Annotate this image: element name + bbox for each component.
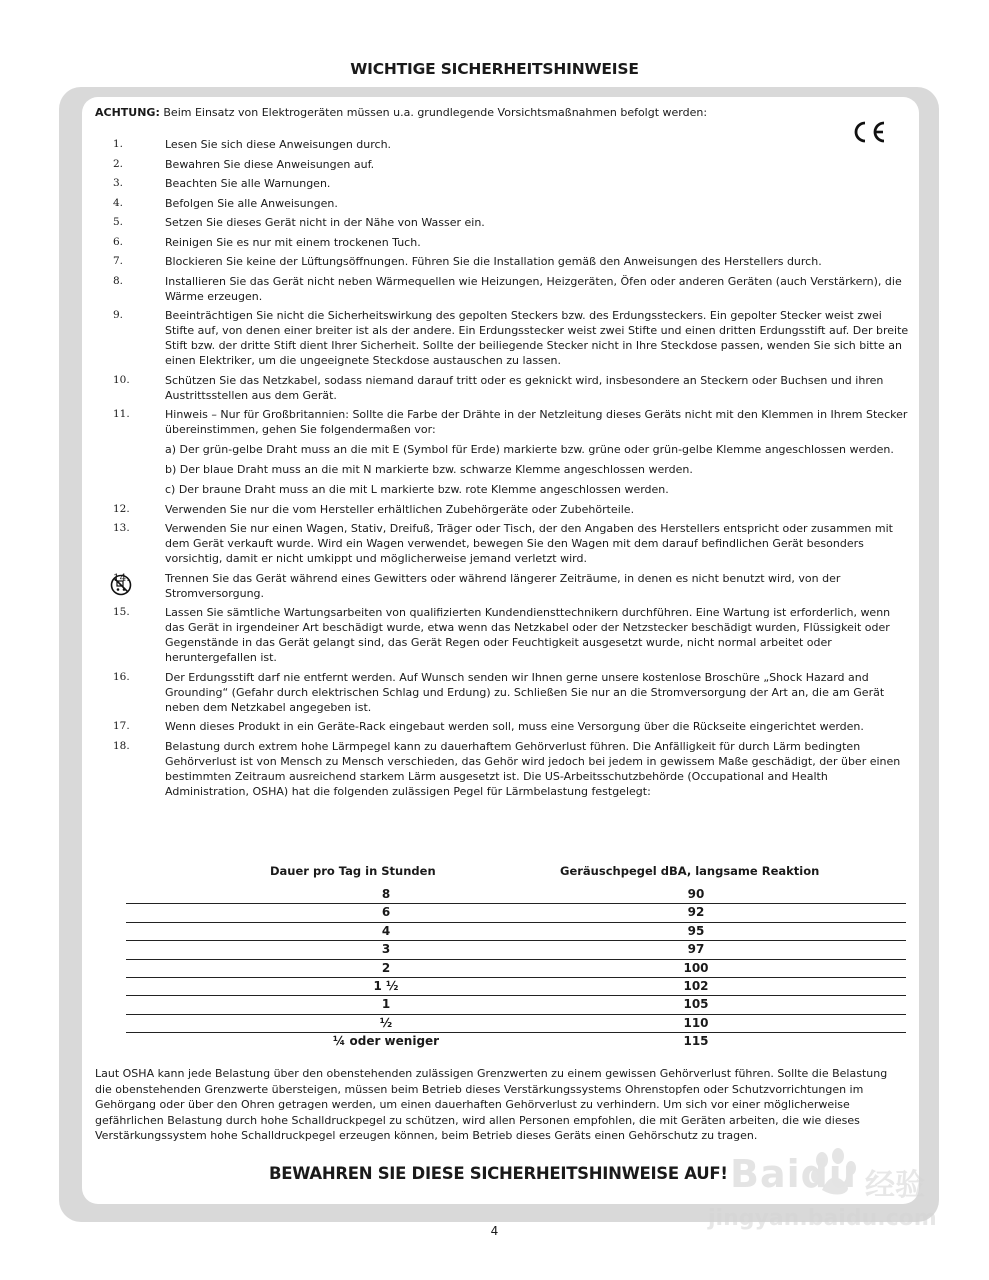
list-item: 18. Belastung durch extrem hohe Lärmpegel kann zu dauerhaftem Gehörverlust führen. Die Anfälligkeit für durch Lärm bedingten Gehörverlust ist von Mensch zu Mensch verschieden, das Gehör wird jedoch bei jedem in gewissem Maße geschädigt, der über einen bestimmten Zeitraum ausreichend starkem Lärm ausgesetzt ist. Die US-Arbeitsschutzbehörde (Occupational and Health Administration, OSHA) hat die folgenden zulässigen Pegel für Lärmbelastung festgelegt: xyxy=(113,739,901,798)
table-row: ¼ oder weniger 115 xyxy=(332,1034,709,1049)
list-item: 15. Lassen Sie sämtliche Wartungsarbeiten von qualifizierten Kundendiensttechnikern durchführen. Eine Wartung ist erforderlich, wenn das Gerät in irgendeiner Art beschädigt wurde, etwa wenn das Netzkabel oder der Netzstecker beschädigt wurden, Flüssigkeit oder Gegenstände in das Gerät gelangt sind, das Gerät Regen oder Feuchtigkeit ausgesetzt wurde, nicht normal arbeitet oder heruntergefallen ist. xyxy=(113,606,891,664)
list-item: 12. Verwenden Sie nur die vom Hersteller erhältlichen Zubehörgeräte oder Zubehörteile. xyxy=(113,502,635,516)
sub-item: b) Der blaue Draht muss an die mit N markierte bzw. schwarze Klemme angeschlossen werden. xyxy=(165,463,693,476)
noise-table xyxy=(126,886,906,1051)
table-row: 3 97 xyxy=(126,941,906,959)
list-item: 11. Hinweis – Nur für Großbritannien: Sollte die Farbe der Drähte in der Netzleitung dieses Geräts nicht mit den Klemmen in Ihrem Stecker übereinstimmen, gehen Sie folgendermaßen vor: a) Der grün-gelbe Draht muss an die mit E (Symbol für Erde) markierte bzw. grüne oder grün-gelbe Klemme angeschlossen werden. b) Der blaue Draht muss an die mit N markierte bzw. schwarze Klemme angeschlossen werden. c) Der braune Draht muss an die mit L markierte bzw. rote Klemme angeschlossen werden. xyxy=(113,407,913,497)
list-item: 9. Beeinträchtigen Sie nicht die Sicherheitswirkung des gepolten Steckers bzw. des Erdungssteckers. Ein gepolter Stecker weist zwei Stifte auf, von denen einer breiter ist als der andere. Ein Erdungsstecker weist zwei Stifte und einen dritten Erdungsstift auf. Der breite Stift bzw. der dritte Stift dient Ihrer Sicherheit. Sollte der beiliegende Stecker nicht in Ihre Steckdose passen, wenden Sie sich bitte an einen Elektriker, um die ungeeignete Steckdose austauschen zu lassen. xyxy=(113,309,909,367)
warning-label: ACHTUNG: xyxy=(95,106,160,119)
table-row: ½ 110 xyxy=(126,1015,906,1033)
warning-body: Beim Einsatz von Elektrogeräten müssen u.a. grundlegende Vorsichtsmaßnahmen befolgt werden: xyxy=(163,106,708,119)
sub-item: a) Der grün-gelbe Draht muss an die mit E (Symbol für Erde) markierte bzw. grüne oder grün-gelbe Klemme angeschlossen werden. xyxy=(165,443,894,456)
closing-heading: BEWAHREN SIE DIESE SICHERHEITSHINWEISE AUF! xyxy=(269,1164,728,1183)
table-row: 8 90 xyxy=(126,886,906,904)
baidu-watermark xyxy=(690,1140,980,1255)
table-row: 1 105 xyxy=(126,996,906,1014)
table-row: 6 92 xyxy=(126,904,906,922)
page-number: 4 xyxy=(490,1224,499,1238)
list-item: 7. Blockieren Sie keine der Lüftungsöffnungen. Führen Sie die Installation gemäß den Anweisungen des Herstellers durch. xyxy=(113,255,822,268)
osha-paragraph: Laut OSHA kann jede Belastung über den obenstehenden zulässigen Grenzwerten zu einem gewissen Gehörverlust führen. Sollte die Belastung die obenstehenden Grenzwerte übersteigen, müssen beim Betrieb dieses Verstärkungssystems Ohrenstopfen oder Schutzvorrichtungen im Gehörgang oder über den Ohren getragen werden, um einen dauerhaften Gehörverlust zu verhindern. Um sich vor einer möglicherweise gefährlichen Belastung durch hohe Schalldruckpegel zu schützen, wird allen Personen empfohlen, die mit Geräten arbeiten, die wie dieses Verstärkungssystem hohe Schalldruckpegel erzeugen können, beim Betrieb dieses Geräts einen Gehörschutz zu tragen. xyxy=(95,1067,888,1142)
list-item: 10. Schützen Sie das Netzkabel, sodass niemand darauf tritt oder es geknickt wird, insbesondere an Steckern oder Buchsen und ihren Austrittsstellen aus dem Gerät. xyxy=(113,373,884,402)
cart-tip-over-warning-icon xyxy=(110,574,132,596)
table-row: 4 95 xyxy=(126,923,906,941)
list-item: 13. Verwenden Sie nur einen Wagen, Stativ, Dreifuß, Träger oder Tisch, der den Angaben des Herstellers entspricht oder zusammen mit dem Gerät verkauft wurde. Wird ein Wagen verwendet, bewegen Sie den Wagen mit dem darauf befindlichen Gerät besonders vorsichtig, damit er nicht umkippt und möglicherweise jemand verletzt wird. xyxy=(113,522,893,565)
page-title: WICHTIGE SICHERHEITSHINWEISE xyxy=(350,60,639,78)
safety-instructions-list xyxy=(113,137,913,803)
list-item: 1. Lesen Sie sich diese Anweisungen durch. xyxy=(113,138,392,151)
watermark-brand: Baidu xyxy=(730,1152,857,1196)
watermark-cn: 经验 xyxy=(865,1168,925,1203)
list-item: 4. Befolgen Sie alle Anweisungen. xyxy=(113,196,338,210)
table-row: 1 ½ 102 xyxy=(126,978,906,996)
list-item: 14. Trennen Sie das Gerät während eines Gewitters oder während längerer Zeiträume, in denen es nicht benutzt wird, von der Stromversorgung. xyxy=(113,571,841,600)
warning-text xyxy=(95,106,855,120)
list-item: 3. Beachten Sie alle Warnungen. xyxy=(113,177,331,190)
watermark-url: jingyan.baidu.com xyxy=(708,1206,937,1231)
list-item: 6. Reinigen Sie es nur mit einem trockenen Tuch. xyxy=(113,235,421,249)
list-item: 2. Bewahren Sie diese Anweisungen auf. xyxy=(113,157,375,171)
table-header-level: Geräuschpegel dBA, langsame Reaktion xyxy=(560,864,820,878)
list-item: 17. Wenn dieses Produkt in ein Geräte-Rack eingebaut werden soll, muss eine Versorgung über die Rückseite eingerichtet werden. xyxy=(113,720,864,733)
table-header-duration: Dauer pro Tag in Stunden xyxy=(270,864,436,878)
sub-item: c) Der braune Draht muss an die mit L markierte bzw. rote Klemme angeschlossen werden. xyxy=(165,483,669,496)
list-item: 8. Installieren Sie das Gerät nicht neben Wärmequellen wie Heizungen, Heizgeräten, Öfen oder anderen Geräten (auch Verstärkern), die Wärme erzeugen. xyxy=(113,274,902,303)
list-item: 5. Setzen Sie dieses Gerät nicht in der Nähe von Wasser ein. xyxy=(113,216,485,229)
table-row: 2 100 xyxy=(126,960,906,978)
list-item: 16. Der Erdungsstift darf nie entfernt werden. Auf Wunsch senden wir Ihnen gerne unsere kostenlose Broschüre „Shock Hazard and Grounding“ (Gefahr durch elektrischen Schlag und Erdung) zu. Schließen Sie nur an die Stromversorgung der Art an, die am Gerät neben dem Netzkabel angegeben ist. xyxy=(113,670,885,714)
